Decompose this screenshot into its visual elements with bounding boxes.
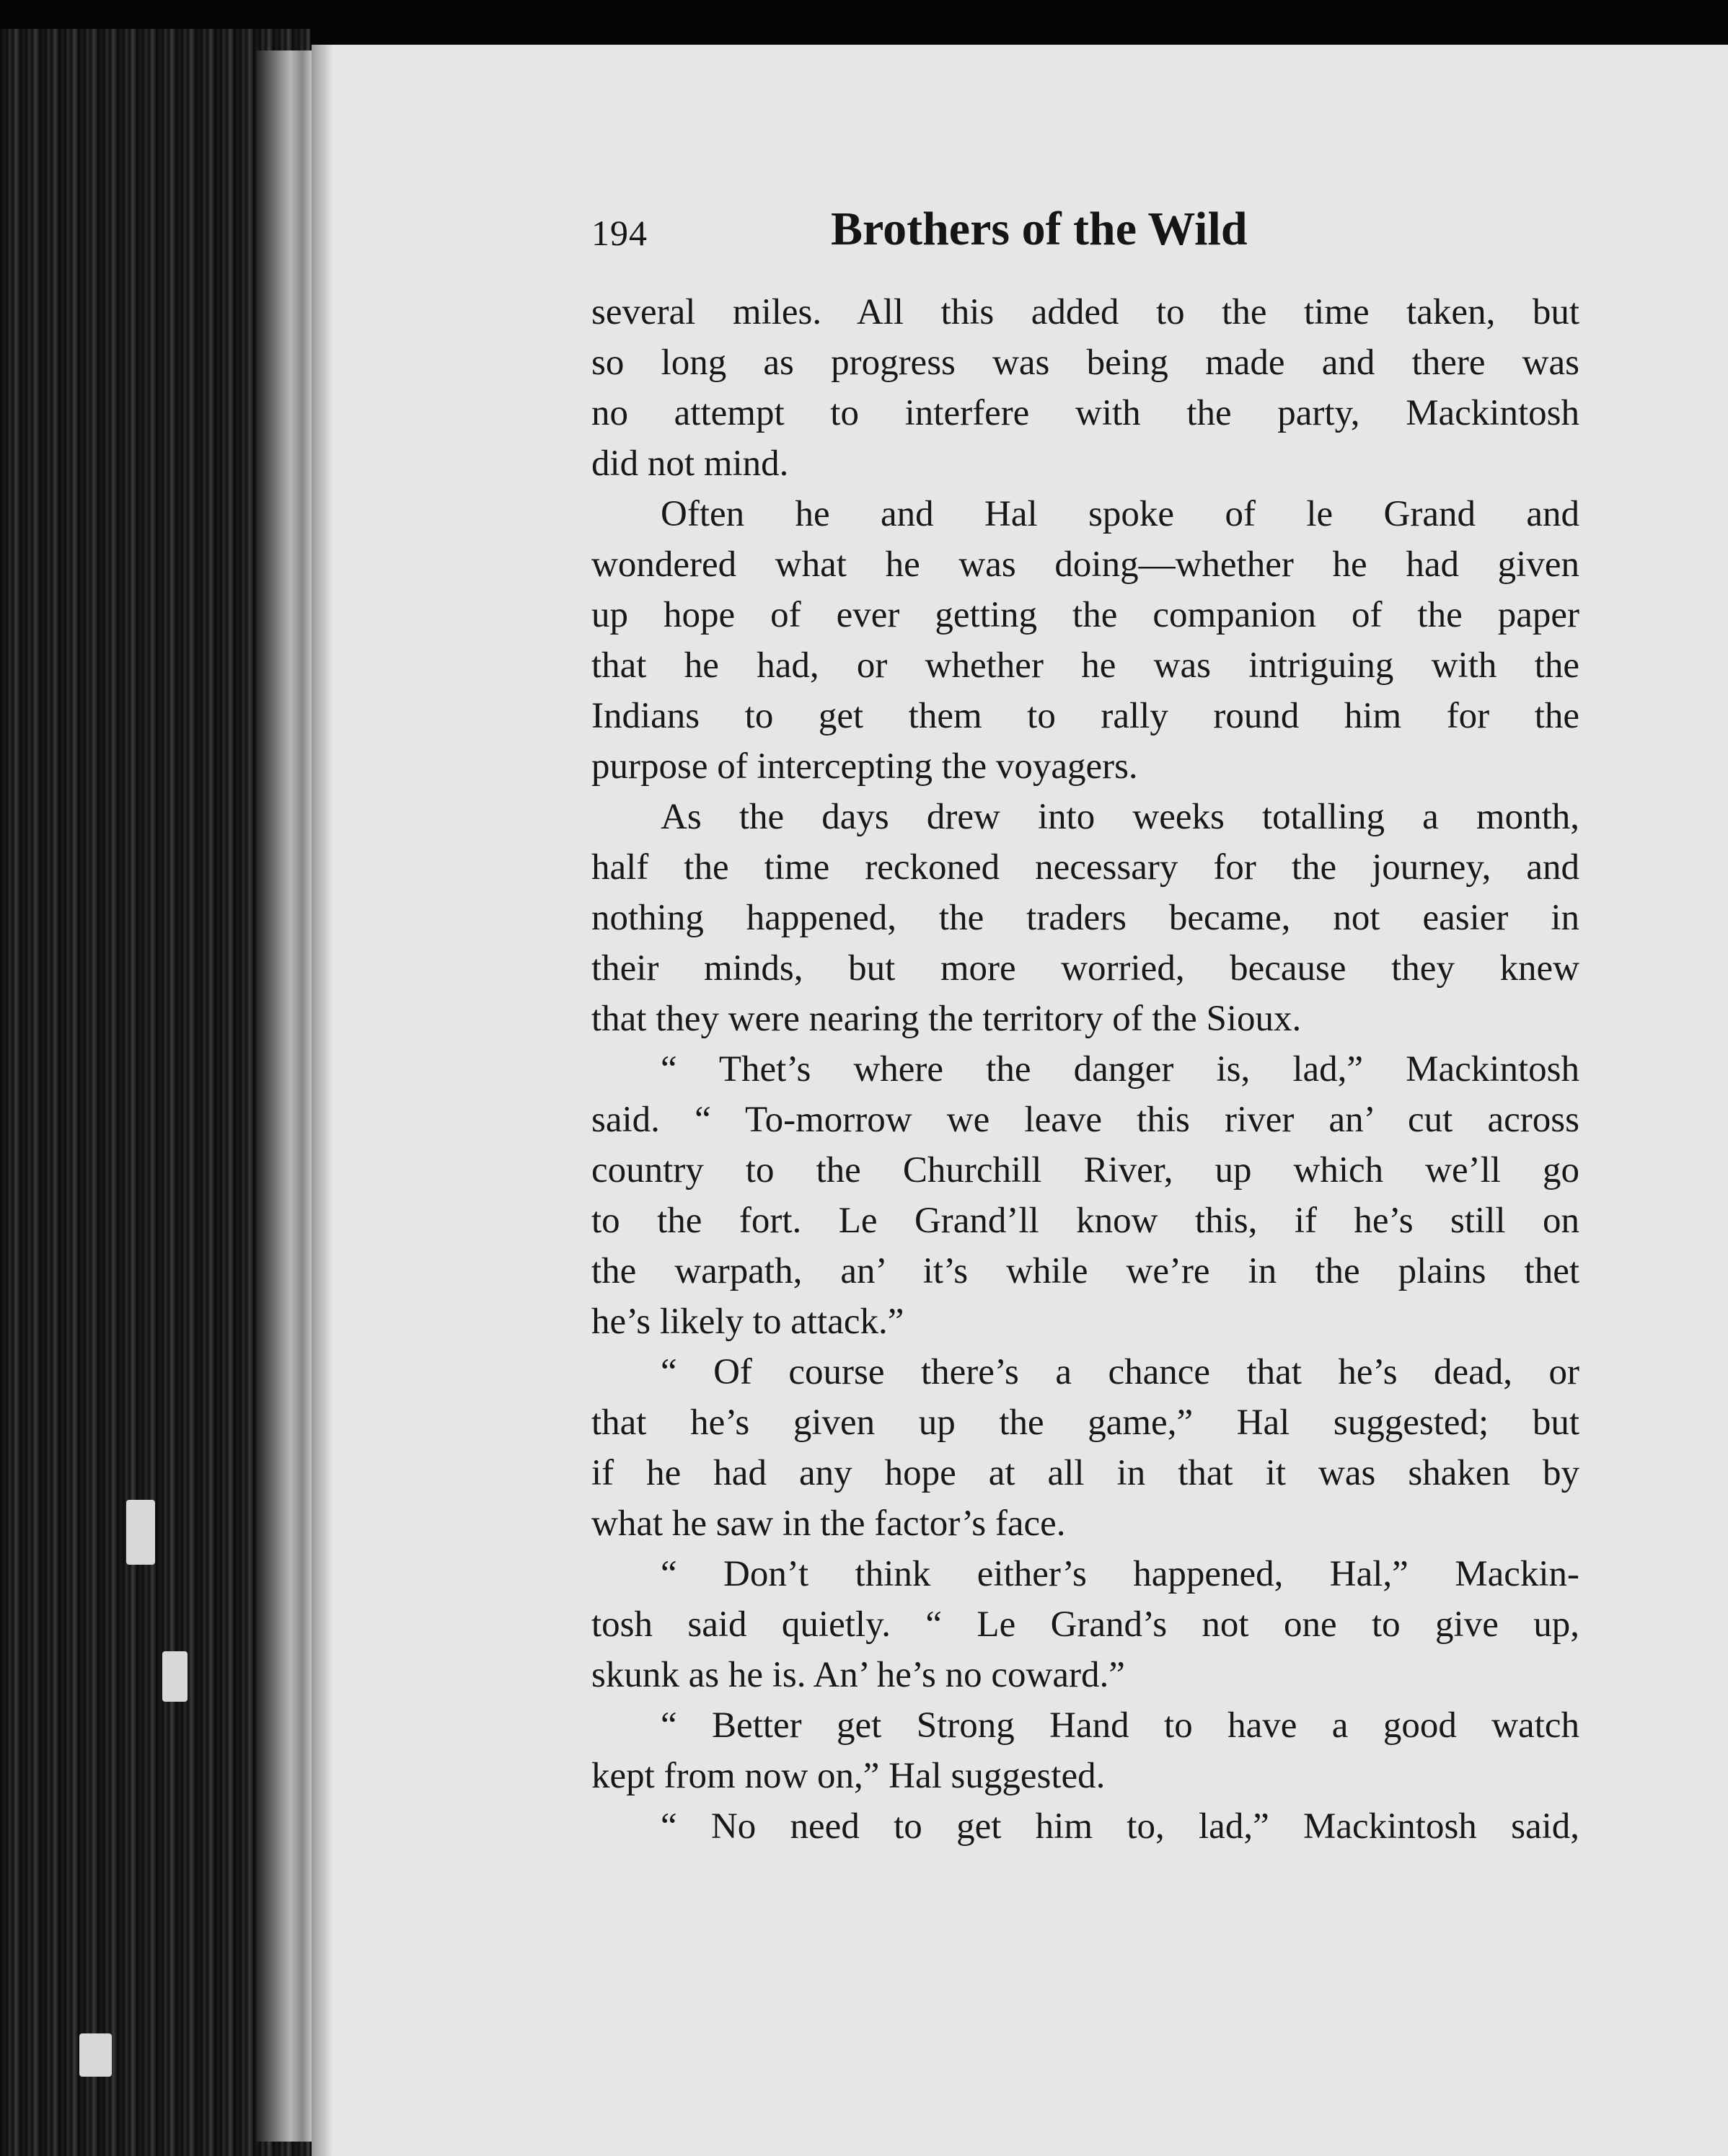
text-line: purpose of intercepting the voyagers. <box>591 746 1138 787</box>
edge-mark <box>79 2033 112 2077</box>
text-line: “ Don’t think either’s happened, Hal,” Mackin- <box>661 1554 1579 1594</box>
text-line: kept from now on,” Hal suggested. <box>591 1756 1106 1796</box>
text-line: “ Of course there’s a chance that he’s dead, or <box>661 1352 1579 1392</box>
text-line: the warpath, an’ it’s while we’re in the plains thet <box>591 1251 1579 1291</box>
page-number: 194 <box>591 213 648 253</box>
text-line: their minds, but more worried, because they knew <box>591 948 1579 989</box>
text-line: so long as progress was being made and there was <box>591 343 1579 383</box>
text-line: up hope of ever getting the companion of the paper <box>591 595 1579 635</box>
text-line: did not mind. <box>591 443 789 484</box>
text-line: As the days drew into weeks totalling a month, <box>661 797 1579 837</box>
edge-mark <box>126 1500 155 1565</box>
text-line: that they were nearing the territory of the Sioux. <box>591 999 1302 1039</box>
text-line: “ Thet’s where the danger is, lad,” Mackintosh <box>661 1049 1579 1090</box>
body-text <box>591 287 1579 1852</box>
page-stack-edge <box>256 50 314 2142</box>
text-line: Indians to get them to rally round him for the <box>591 696 1579 736</box>
text-line: several miles. All this added to the time taken, but <box>591 292 1579 332</box>
running-title: Brothers of the Wild <box>831 203 1248 255</box>
text-line: what he saw in the factor’s face. <box>591 1503 1066 1544</box>
text-line: that he had, or whether he was intriguing with the <box>591 645 1579 686</box>
text-line: said. “ To-morrow we leave this river an’ cut across <box>591 1100 1579 1140</box>
page-header <box>591 202 1370 267</box>
text-line: tosh said quietly. “ Le Grand’s not one to give up, <box>591 1604 1579 1645</box>
text-line: country to the Churchill River, up which we’ll go <box>591 1150 1579 1190</box>
text-line: if he had any hope at all in that it was shaken by <box>591 1453 1579 1493</box>
text-line: nothing happened, the traders became, not easier in <box>591 898 1579 938</box>
page-gutter-shadow <box>312 45 333 2156</box>
edge-mark <box>162 1651 188 1702</box>
text-line: no attempt to interfere with the party, Mackintosh <box>591 393 1579 433</box>
text-line: skunk as he is. An’ he’s no coward.” <box>591 1655 1125 1695</box>
text-line: to the fort. Le Grand’ll know this, if he’s still on <box>591 1201 1579 1241</box>
text-line: that he’s given up the game,” Hal suggested; but <box>591 1402 1579 1443</box>
text-line: “ No need to get him to, lad,” Mackintosh said, <box>661 1806 1579 1847</box>
text-line: Often he and Hal spoke of le Grand and <box>661 494 1579 534</box>
text-line: he’s likely to attack.” <box>591 1302 904 1342</box>
text-line: half the time reckoned necessary for the journey, and <box>591 847 1579 888</box>
text-line: wondered what he was doing—whether he had given <box>591 544 1579 585</box>
text-line: “ Better get Strong Hand to have a good watch <box>661 1705 1579 1746</box>
